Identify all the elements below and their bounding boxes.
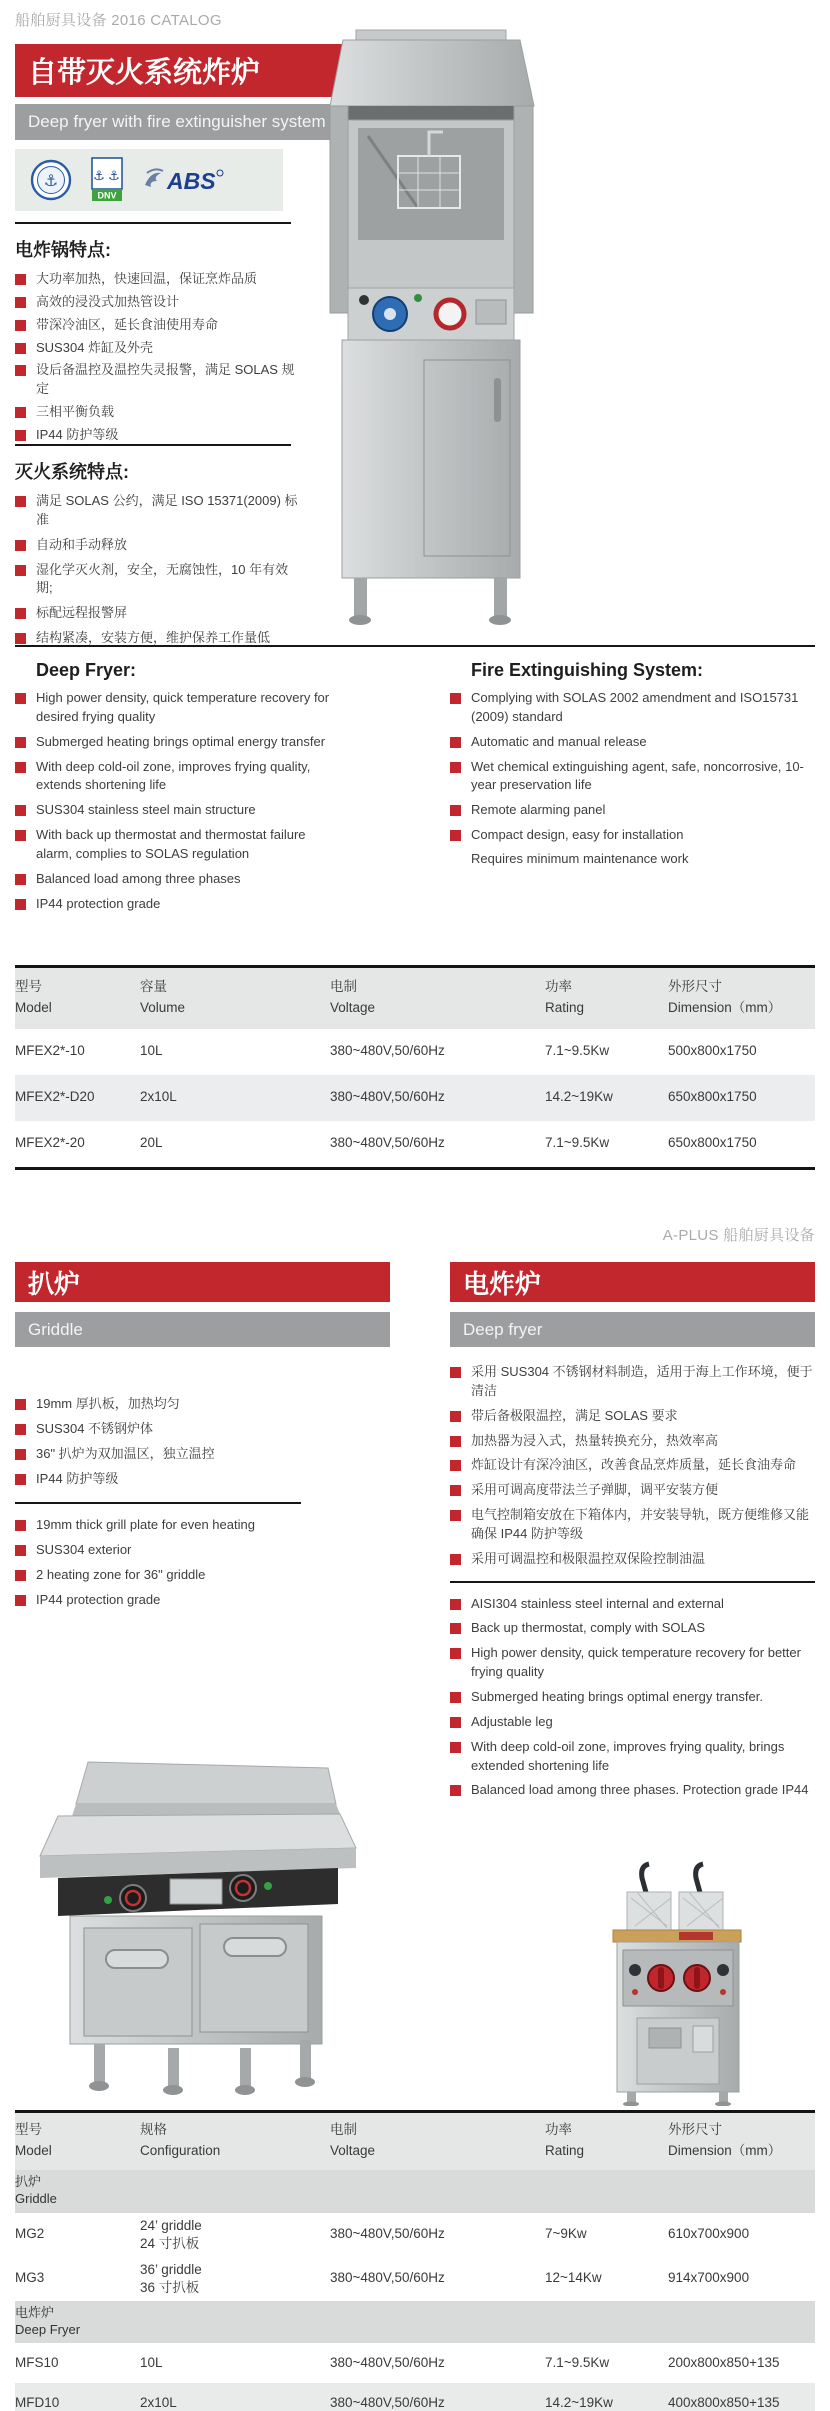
- feature-item: SUS304 炸缸及外壳: [15, 339, 303, 358]
- ccs-classification-seal-icon: [29, 157, 73, 203]
- cell-dimension: 400x800x850+135: [668, 2394, 780, 2410]
- griddle-title-cn: 扒炉: [15, 1262, 390, 1302]
- bullet-icon: [450, 1485, 461, 1496]
- header-voltage: 电制 Voltage: [330, 979, 376, 1015]
- dnv-label: DNV: [97, 190, 117, 201]
- cell-model: MFS10: [15, 2354, 59, 2370]
- bullet-icon: [15, 693, 26, 704]
- feature-item: Back up thermostat, comply with SOLAS: [450, 1619, 815, 1638]
- table-header-row: [15, 968, 815, 1029]
- section1-title-en: Deep fryer with fire extinguisher system: [15, 104, 348, 140]
- griddle-photo: [18, 1752, 373, 2102]
- cell-dimension: 610x700x900: [668, 2226, 750, 2242]
- bullet-icon: [15, 540, 26, 551]
- table-row: [15, 2383, 815, 2411]
- cell-model: MG2: [15, 2226, 45, 2242]
- cell-voltage: 380~480V,50/60Hz: [330, 2270, 445, 2286]
- header-voltage: 电制 Voltage: [330, 2122, 376, 2158]
- bullet-icon: [15, 297, 26, 308]
- feature-item: With deep cold-oil zone, improves frying quality, brings extended shortening life: [450, 1738, 815, 1776]
- bullet-icon: [15, 1520, 26, 1531]
- bullet-icon: [15, 899, 26, 910]
- deep-fryer-title-cn: 电炸炉: [450, 1262, 815, 1302]
- cell-dimension: 500x800x1750: [668, 1043, 757, 1059]
- bullet-icon: [15, 1570, 26, 1581]
- deep-fryer-features-en: [15, 660, 335, 919]
- header-configuration: 规格 Configuration: [140, 2122, 221, 2158]
- bullet-icon: [15, 496, 26, 507]
- cell-voltage: 380~480V,50/60Hz: [330, 1043, 445, 1059]
- certification-strip: [15, 149, 283, 211]
- bullet-icon: [450, 1554, 461, 1565]
- feature-item: 采用可调温控和极限温控双保险控制油温: [450, 1550, 815, 1569]
- feature-item: SUS304 stainless steel main structure: [15, 801, 335, 820]
- cell-dimension: 650x800x1750: [668, 1089, 757, 1105]
- feature-item: 三相平衡负载: [15, 403, 303, 422]
- bullet-icon: [450, 830, 461, 841]
- feature-item: SUS304 exterior: [15, 1541, 355, 1560]
- deep-fryer-photo: [583, 1858, 771, 2106]
- fire-extinguishing-heading: Fire Extinguishing System:: [471, 660, 704, 680]
- svg-text:⚓: ⚓: [43, 173, 59, 190]
- svg-text:⚓: ⚓: [108, 168, 120, 183]
- extinguisher-features-cn-heading: 灭火系统特点:: [15, 462, 129, 482]
- feature-item: 36" 扒炉为双加温区，独立温控: [15, 1445, 355, 1464]
- feature-item: IP44 防护等级: [15, 1470, 355, 1489]
- cell-model: MFEX2*-D20: [15, 1089, 95, 1105]
- feature-item: 大功率加热，快速回温，保证烹炸品质: [15, 270, 303, 289]
- bullet-icon: [15, 1449, 26, 1460]
- bullet-icon: [450, 693, 461, 704]
- cell-configuration: 2x10L: [140, 2394, 177, 2410]
- divider: [15, 1502, 301, 1504]
- feature-item: Compact design, easy for installation: [450, 826, 815, 845]
- spec-table-griddle-fryer: [15, 2110, 815, 2411]
- feature-item: With back up thermostat and thermostat failure alarm, complies to SOLAS regulation: [15, 826, 335, 864]
- bullet-icon: [15, 805, 26, 816]
- cell-voltage: 380~480V,50/60Hz: [330, 1135, 445, 1151]
- bullet-icon: [450, 1623, 461, 1634]
- divider: [450, 1581, 815, 1583]
- feature-item: 19mm thick grill plate for even heating: [15, 1516, 355, 1535]
- fryer-with-extinguisher-photo: [298, 28, 565, 640]
- feature-item: High power density, quick temperature recovery for desired frying quality: [15, 689, 335, 727]
- cell-model: MFEX2*-20: [15, 1135, 85, 1151]
- cell-configuration: 36’ griddle 36 寸扒板: [140, 2262, 202, 2295]
- cell-model: MG3: [15, 2270, 45, 2286]
- feature-item: Balanced load among three phases: [15, 870, 335, 889]
- bullet-icon: [450, 1367, 461, 1378]
- feature-item: 带深冷油区，延长食油使用寿命: [15, 316, 303, 335]
- table-row: [15, 1075, 815, 1121]
- deep-fryer-section: [450, 1262, 815, 1806]
- feature-item: 自动和手动释放: [15, 536, 303, 555]
- bullet-icon: [15, 1595, 26, 1606]
- header-rating: 功率 Rating: [545, 2122, 585, 2158]
- bullet-icon: [15, 830, 26, 841]
- cell-rating: 14.2~19Kw: [545, 1089, 613, 1105]
- dnv-logo-icon: [89, 156, 125, 204]
- abs-label: ABS: [167, 168, 216, 194]
- fryer-features-cn: [15, 224, 303, 449]
- table-row: [15, 2213, 815, 2257]
- feature-item: Balanced load among three phases. Protection grade IP44: [450, 1781, 815, 1800]
- deep-fryer-title-en: Deep fryer: [450, 1312, 815, 1347]
- bullet-icon: [15, 737, 26, 748]
- deep-fryer-heading: Deep Fryer:: [36, 660, 137, 680]
- svg-text:⚓: ⚓: [93, 168, 105, 183]
- bullet-icon: [15, 407, 26, 418]
- bullet-icon: [450, 1785, 461, 1796]
- bullet-icon: [15, 874, 26, 885]
- bullet-icon: [450, 1742, 461, 1753]
- bullet-icon: [450, 1599, 461, 1610]
- header-rating: 功率 Rating: [545, 979, 585, 1015]
- feature-item: Complying with SOLAS 2002 amendment and ISO15731 (2009) standard: [450, 689, 815, 727]
- cell-model: MFD10: [15, 2394, 60, 2410]
- feature-item: 19mm 厚扒板，加热均匀: [15, 1395, 355, 1414]
- cell-voltage: 380~480V,50/60Hz: [330, 2226, 445, 2242]
- cell-dimension: 200x800x850+135: [668, 2354, 780, 2370]
- cell-model: MFEX2*-10: [15, 1043, 85, 1059]
- bullet-icon: [15, 1399, 26, 1410]
- english-features: [15, 660, 815, 919]
- bullet-icon: [450, 1510, 461, 1521]
- bullet-icon: [15, 430, 26, 441]
- divider: [15, 645, 815, 647]
- table-group-griddle: 扒炉 Griddle: [15, 2170, 815, 2213]
- cell-configuration: 24’ griddle 24 寸扒板: [140, 2218, 202, 2251]
- feature-item: 结构紧凑，安装方便，维护保养工作量低: [15, 629, 303, 648]
- bullet-icon: [15, 608, 26, 619]
- feature-item: 加热器为浸入式，热量转换充分，热效率高: [450, 1432, 815, 1451]
- table-row: [15, 1121, 815, 1170]
- feature-item: 带后备极限温控，满足 SOLAS 要求: [450, 1407, 815, 1426]
- table-group-deep-fryer: 电炸炉 Deep Fryer: [15, 2301, 815, 2344]
- feature-item: Remote alarming panel: [450, 801, 815, 820]
- bullet-icon: [450, 1411, 461, 1422]
- bullet-icon: [450, 1717, 461, 1728]
- feature-item: Wet chemical extinguishing agent, safe, noncorrosive, 10-year preservation life: [450, 758, 815, 796]
- feature-item: Submerged heating brings optimal energy transfer.: [450, 1688, 815, 1707]
- cell-volume: 20L: [140, 1135, 163, 1151]
- spec-table-fryer: [15, 965, 815, 1170]
- bullet-icon: [15, 343, 26, 354]
- maintenance-note: Requires minimum maintenance work: [471, 850, 689, 866]
- feature-item: 设后备温控及温控失灵报警，满足 SOLAS 规定: [15, 361, 303, 399]
- section1-title-cn: 自带灭火系统炸炉: [15, 44, 348, 97]
- header-volume: 容量 Volume: [140, 979, 186, 1015]
- bullet-icon: [15, 274, 26, 285]
- cell-dimension: 914x700x900: [668, 2270, 750, 2286]
- table-row: [15, 2257, 815, 2301]
- feature-item: 电气控制箱安放在下箱体内，并安装导轨，既方便维修又能确保 IP44 防护等级: [450, 1506, 815, 1544]
- feature-item: 采用可调高度带法兰子弹脚，调平安装方便: [450, 1481, 815, 1500]
- cell-dimension: 650x800x1750: [668, 1135, 757, 1151]
- feature-item: 高效的浸没式加热管设计: [15, 293, 303, 312]
- griddle-section: [15, 1262, 390, 1616]
- header-model: 型号 Model: [15, 979, 52, 1015]
- table-header-row: [15, 2113, 815, 2170]
- cell-rating: 7.1~9.5Kw: [545, 1043, 610, 1059]
- cell-rating: 7.1~9.5Kw: [545, 2354, 610, 2370]
- feature-item: Adjustable leg: [450, 1713, 815, 1732]
- fire-extinguishing-features-en: [450, 660, 815, 919]
- bullet-icon: [15, 565, 26, 576]
- brand-note: A-PLUS 船舶厨具设备: [662, 1227, 815, 1244]
- bullet-icon: [15, 320, 26, 331]
- header-dimension: 外形尺寸 Dimension（mm）: [668, 979, 782, 1015]
- feature-item: 2 heating zone for 36" griddle: [15, 1566, 355, 1585]
- cell-rating: 7.1~9.5Kw: [545, 1135, 610, 1151]
- cell-voltage: 380~480V,50/60Hz: [330, 2394, 445, 2410]
- bullet-icon: [15, 1424, 26, 1435]
- bullet-icon: [15, 762, 26, 773]
- cell-voltage: 380~480V,50/60Hz: [330, 2354, 445, 2370]
- table-row: [15, 2343, 815, 2383]
- feature-item: IP44 protection grade: [15, 895, 335, 914]
- cell-voltage: 380~480V,50/60Hz: [330, 1089, 445, 1105]
- bullet-icon: [450, 1436, 461, 1447]
- bullet-icon: [450, 762, 461, 773]
- feature-item: 炸缸设计有深冷油区，改善食品烹炸质量，延长食油寿命: [450, 1456, 815, 1475]
- bullet-icon: [450, 1460, 461, 1471]
- feature-item: With deep cold-oil zone, improves frying quality, extends shortening life: [15, 758, 335, 796]
- table-row: [15, 1029, 815, 1075]
- extinguisher-features-cn: [15, 446, 303, 654]
- header-dimension: 外形尺寸 Dimension（mm）: [668, 2122, 782, 2158]
- bullet-icon: [15, 1545, 26, 1556]
- bullet-icon: [15, 365, 26, 376]
- feature-item: Automatic and manual release: [450, 733, 815, 752]
- feature-item: IP44 protection grade: [15, 1591, 355, 1610]
- feature-item: 满足 SOLAS 公约，满足 ISO 15371(2009) 标准: [15, 492, 303, 530]
- fryer-features-cn-heading: 电炸锅特点:: [15, 240, 111, 260]
- griddle-title-en: Griddle: [15, 1312, 390, 1347]
- feature-item: Submerged heating brings optimal energy transfer: [15, 733, 335, 752]
- bullet-icon: [15, 1474, 26, 1485]
- feature-item: 标配远程报警屏: [15, 604, 303, 623]
- cell-rating: 12~14Kw: [545, 2270, 602, 2286]
- cell-volume: 2x10L: [140, 1089, 177, 1105]
- feature-item: SUS304 不锈钢炉体: [15, 1420, 355, 1439]
- header-model: 型号 Model: [15, 2122, 52, 2158]
- feature-item: 采用 SUS304 不锈钢材料制造，适用于海上工作环境，便于清洁: [450, 1363, 815, 1401]
- cell-volume: 10L: [140, 1043, 163, 1059]
- bullet-icon: [15, 633, 26, 644]
- cell-rating: 7~9Kw: [545, 2226, 587, 2242]
- abs-logo-icon: [141, 163, 225, 197]
- bullet-icon: [450, 737, 461, 748]
- feature-item: AISI304 stainless steel internal and external: [450, 1595, 815, 1614]
- feature-item: 湿化学灭火剂，安全，无腐蚀性，10 年有效期;: [15, 561, 303, 599]
- catalog-header: 船舶厨具设备 2016 CATALOG: [15, 12, 222, 29]
- bullet-icon: [450, 1692, 461, 1703]
- feature-item: IP44 防护等级: [15, 426, 303, 445]
- cell-configuration: 10L: [140, 2354, 163, 2370]
- cell-rating: 14.2~19Kw: [545, 2394, 613, 2410]
- feature-item: High power density, quick temperature recovery for better frying quality: [450, 1644, 815, 1682]
- bullet-icon: [450, 805, 461, 816]
- bullet-icon: [450, 1648, 461, 1659]
